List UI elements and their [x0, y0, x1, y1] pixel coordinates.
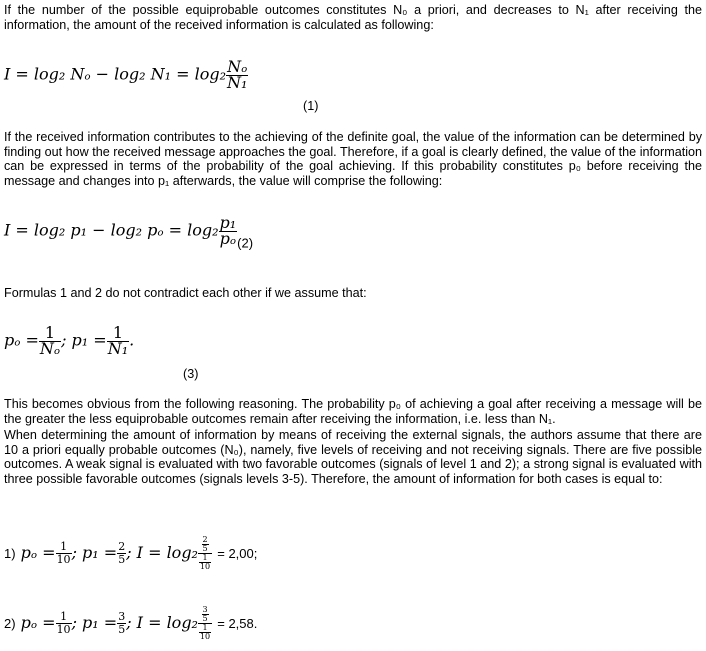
equation-3-separator: ; p₁ =	[61, 330, 107, 350]
example-2-den: 10	[56, 623, 71, 636]
example-1-index: 1)	[4, 546, 16, 561]
example-1-num: 1	[56, 541, 72, 554]
example-1-inner-num: 2	[202, 535, 208, 544]
example-2-index: 2)	[4, 616, 16, 631]
example-1-num-2: 2	[118, 540, 126, 553]
equation-3-p0: pₒ =	[4, 330, 39, 350]
example-2-inner-den: 5	[202, 614, 208, 623]
equation-1-lhs: I = log₂ Nₒ − log₂ N₁ = log₂	[4, 64, 227, 84]
equation-2-lhs: I = log₂ p₁ − log₂ pₒ = log₂	[4, 220, 219, 240]
equation-3-label: (3)	[183, 367, 199, 381]
example-1-p1: ; p₁ =	[71, 543, 118, 562]
equation-1-numerator: Nₒ	[227, 57, 248, 76]
paragraph-value: If the received information contributes to the achieving of the definite goal, the value of the information can be determined by finding out how the received message approaches the goal. Therefore, if a goal is clearly defined, the value of the information can be expressed in terms of the probability of the goal achieving. If this probability constitutes p₀ before receiving the message and changes into p₁ afterwards, the value will comprise the following:	[4, 130, 702, 188]
example-1-log: ; I = log₂	[126, 543, 198, 562]
example-2-num-2: 3	[118, 610, 126, 623]
example-2-den-2: 5	[118, 623, 126, 636]
example-1-den-2: 5	[118, 553, 126, 566]
example-2	[4, 606, 257, 641]
equation-2	[4, 213, 254, 251]
example-2-p0: pₒ =	[20, 613, 56, 632]
equation-1	[4, 57, 248, 92]
example-2-p1: ; p₁ =	[71, 613, 118, 632]
example-2-result: = 2,58.	[217, 616, 258, 631]
equation-3-numerator-2: 1	[107, 326, 129, 342]
paragraph-reasoning: This becomes obvious from the following reasoning. The probability p₀ of achieving a goal after receiving a message will be the greater the less equiprobable outcomes remain after receiving the information, i.e. less than N₁.	[4, 397, 702, 426]
paragraph-formulas: Formulas 1 and 2 do not contradict each other if we assume that:	[4, 286, 367, 300]
equation-3-end: .	[129, 330, 135, 350]
example-1-den: 10	[56, 553, 71, 566]
example-1-result: = 2,00;	[217, 546, 258, 561]
equation-1-label: (1)	[303, 99, 319, 113]
example-2-log: ; I = log₂	[126, 613, 198, 632]
example-1-outer-num: 1	[199, 554, 211, 563]
equation-3-numerator-1: 1	[39, 326, 61, 342]
paragraph-signals: When determining the amount of information by means of receiving the external signals, the authors assume that there are 10 a priori equally probable outcomes (N₀), namely, five levels of receiving and not receiving signals. There are five possible outcomes. A weak signal is evaluated with two favorable outcomes (signals of level 1 and 2); a strong signal is evaluated with three possible favorable outcomes (signals levels 3-5). Therefore, the amount of information for both cases is equal to:	[4, 428, 702, 486]
example-2-outer-num: 1	[199, 624, 211, 633]
example-2-inner-num: 3	[202, 605, 208, 614]
example-1-outer-den: 10	[199, 562, 211, 571]
equation-3-denominator-1: Nₒ	[39, 338, 61, 358]
example-1-p0: pₒ =	[20, 543, 56, 562]
example-2-num: 1	[56, 611, 72, 624]
example-1-inner-den: 5	[202, 544, 208, 553]
equation-3-denominator-2: N₁	[107, 338, 129, 358]
example-1	[4, 536, 257, 571]
equation-2-numerator: p₁	[219, 213, 237, 232]
equation-2-denominator: pₒ	[219, 228, 237, 248]
example-2-outer-den: 10	[199, 632, 211, 641]
equation-3	[4, 323, 135, 358]
equation-1-denominator: N₁	[227, 72, 248, 92]
equation-2-label: (2)	[237, 235, 254, 251]
paragraph-intro: If the number of the possible equiprobable outcomes constitutes N₀ a priori, and decreases to N₁ after receiving the information, the amount of the received information is calculated as following:	[4, 3, 702, 32]
